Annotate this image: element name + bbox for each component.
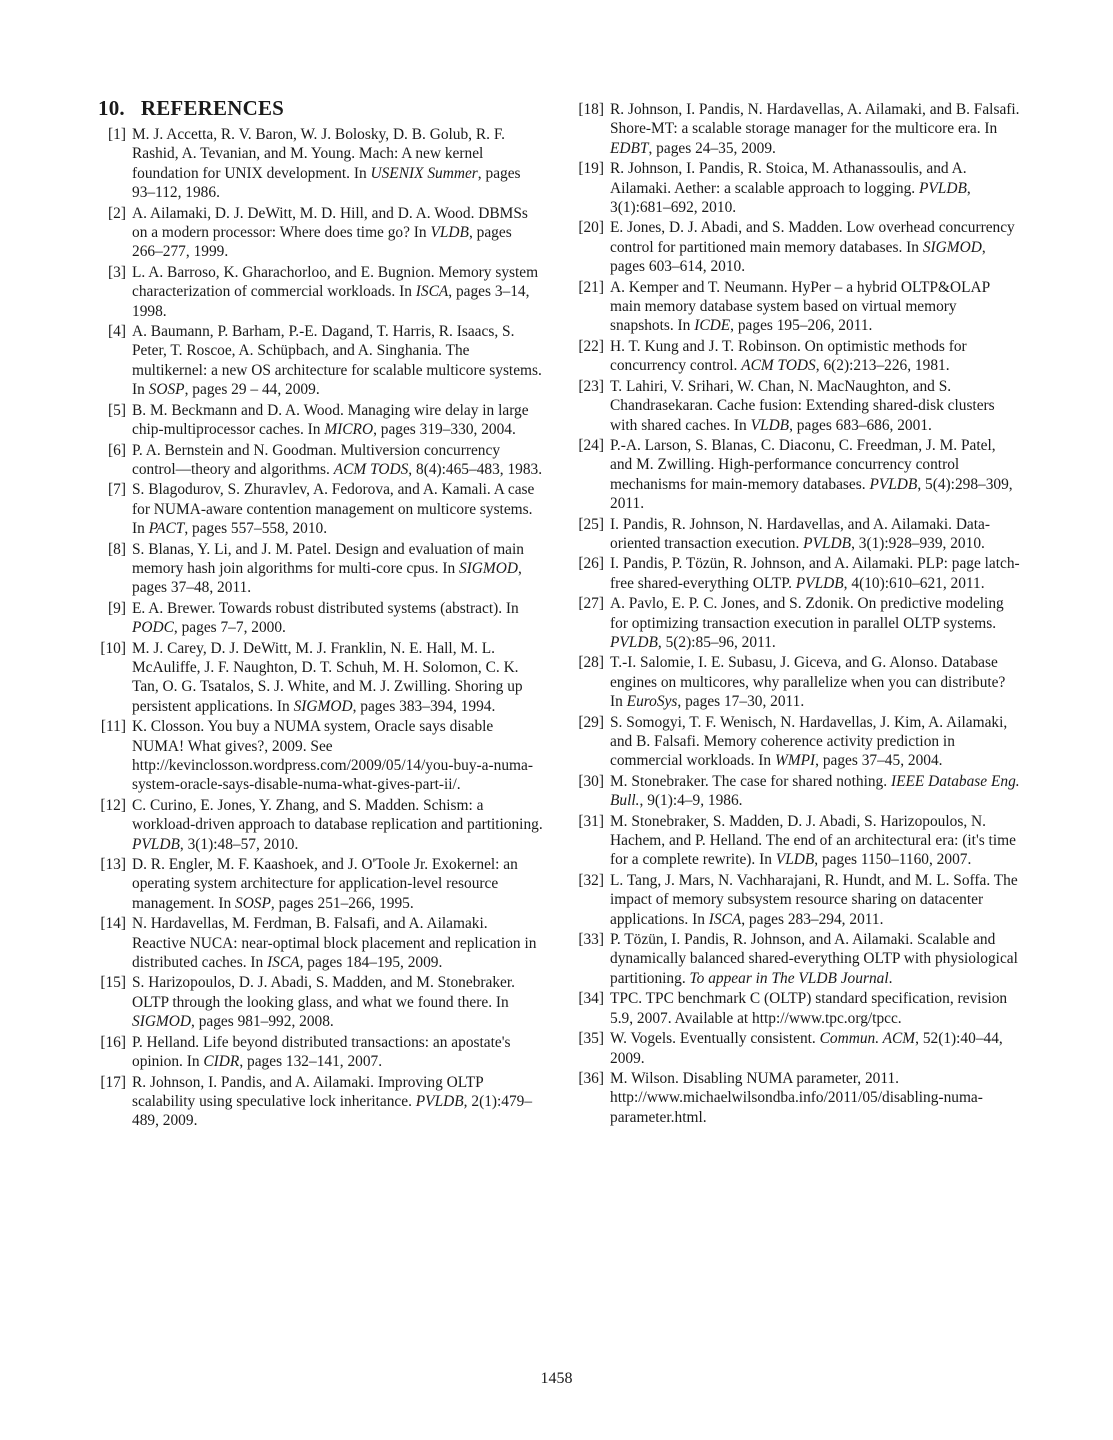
reference-venue: USENIX Summer	[370, 164, 478, 182]
reference-label: [17]	[100, 1073, 126, 1091]
reference-venue: SOSP	[235, 894, 271, 912]
reference-segment: M. J. Accetta, R. V. Baron, W. J. Bolosky, D. B. Golub, R. F. Rashid, A. Tevanian, and M. Young. Mach: A new kernel foundation for UNIX development. In	[132, 126, 506, 182]
reference-segment: , pages 132–141, 2007.	[239, 1053, 383, 1071]
reference-text	[610, 554, 1021, 593]
reference-segment: T.-I. Salomie, I. E. Subasu, J. Giceva, and G. Alonso. Database engines on multicores, why parallelize when you can distribute? In	[610, 654, 1006, 711]
reference-label: [10]	[100, 639, 126, 657]
reference-venue: To appear in The VLDB Journal	[689, 969, 889, 987]
reference-text	[610, 1069, 1021, 1127]
reference-label: [36]	[578, 1069, 604, 1087]
reference-segment: , pages 383–394, 1994.	[352, 697, 496, 715]
reference-item	[576, 159, 1021, 217]
reference-venue: WMPI	[774, 752, 816, 770]
reference-segment: W. Vogels. Eventually consistent.	[610, 1030, 820, 1048]
reference-segment: I. Pandis, R. Johnson, N. Hardavellas, and A. Ailamaki. Data-oriented transaction execution.	[610, 515, 991, 552]
reference-segment: TPC. TPC benchmark C (OLTP) standard specification, revision 5.9, 2007. Available at http://www.tpc.org/tpcc.	[610, 990, 1008, 1027]
reference-text	[132, 263, 543, 321]
reference-segment: , 2(1):479–489, 2009.	[132, 1092, 533, 1130]
reference-venue: SIGMOD	[293, 697, 353, 715]
reference-item	[98, 599, 543, 638]
reference-label: [12]	[100, 796, 126, 814]
reference-venue: ISCA	[267, 954, 300, 972]
reference-segment: S. Harizopoulos, D. J. Abadi, S. Madden, and M. Stonebraker. OLTP through the looking glass, and what we found there. In	[132, 974, 516, 1011]
reference-text	[132, 441, 543, 480]
reference-segment: , 5(4):298–309, 2011.	[610, 475, 1013, 513]
reference-label: [34]	[578, 990, 604, 1008]
reference-item	[576, 337, 1021, 376]
reference-label: [33]	[578, 931, 604, 949]
reference-text	[610, 772, 1021, 811]
reference-label: [29]	[578, 713, 604, 731]
reference-segment: , pages 93–112, 1986.	[132, 164, 521, 202]
reference-segment: , pages 3–14, 1998.	[132, 283, 530, 320]
reference-text	[610, 278, 1021, 336]
reference-venue: VLDB	[775, 851, 815, 869]
reference-item	[98, 639, 543, 717]
reference-venue: SIGMOD	[458, 559, 518, 577]
reference-label: [16]	[100, 1033, 126, 1051]
reference-segment: , pages 266–277, 1999.	[132, 224, 512, 261]
reference-label: [22]	[578, 337, 604, 355]
reference-list-right	[576, 100, 1021, 1127]
reference-label: [35]	[578, 1030, 604, 1048]
reference-venue: PVLDB	[803, 534, 852, 552]
reference-venue: EuroSys	[626, 693, 678, 711]
reference-segment: , pages 37–45, 2004.	[815, 752, 943, 770]
reference-item	[576, 436, 1021, 514]
reference-segment: , 8(4):465–483, 1983.	[408, 460, 543, 478]
reference-segment: M. Stonebraker. The case for shared nothing.	[610, 772, 891, 790]
reference-venue: CIDR	[203, 1053, 240, 1071]
page-number: 1458	[540, 1370, 573, 1387]
reference-segment: , pages 29 – 44, 2009.	[184, 381, 320, 399]
reference-segment: , pages 251–266, 1995.	[270, 894, 414, 912]
reference-venue: PVLDB	[132, 835, 180, 853]
reference-item	[576, 218, 1021, 276]
reference-label: [3]	[108, 263, 126, 281]
reference-item	[576, 594, 1021, 652]
reference-segment: L. Tang, J. Mars, N. Vachharajani, R. Hundt, and M. L. Soffa. The impact of memory subsystem resource sharing on datacenter applications. In	[610, 871, 1018, 928]
reference-item	[98, 322, 543, 400]
reference-segment: R. Johnson, I. Pandis, R. Stoica, M. Athanassoulis, and A. Ailamaki. Aether: a scalable approach to logging.	[610, 160, 967, 197]
reference-segment: B. M. Beckmann and D. A. Wood. Managing wire delay in large chip-multiprocessor caches. In	[132, 401, 529, 439]
reference-item	[98, 263, 543, 321]
reference-label: [14]	[100, 915, 126, 933]
reference-venue: ISCA	[708, 910, 742, 928]
reference-item	[576, 989, 1021, 1028]
section-number: 10.	[98, 96, 125, 120]
reference-venue: SIGMOD	[922, 238, 982, 256]
reference-segment: , pages 37–48, 2011.	[132, 559, 522, 597]
reference-item	[98, 401, 543, 440]
reference-label: [2]	[108, 204, 126, 222]
reference-segment: A. Baumann, P. Barham, P.-E. Dagand, T. Harris, R. Isaacs, S. Peter, T. Roscoe, A. Schüpbach, and A. Singhania. The multikernel: a new OS architecture for scalable multicore systems. In	[132, 323, 542, 399]
reference-segment: , pages 17–30, 2011.	[677, 693, 805, 711]
reference-segment: S. Somogyi, T. F. Wenisch, N. Hardavellas, J. Kim, A. Ailamaki, and B. Falsafi. Memory coherence activity prediction in commercial workloads. In	[610, 713, 1008, 770]
reference-text	[610, 337, 1021, 376]
reference-text	[610, 713, 1021, 771]
reference-segment: , 5(2):85–96, 2011.	[657, 633, 776, 651]
reference-item	[576, 100, 1021, 158]
reference-text	[132, 204, 543, 262]
reference-item	[98, 973, 543, 1031]
reference-label: [20]	[578, 219, 604, 237]
reference-venue: Commun. ACM	[819, 1030, 916, 1048]
reference-segment: A. Ailamaki, D. J. DeWitt, M. D. Hill, and D. A. Wood. DBMSs on a modern processor: Where does time go? In	[132, 204, 528, 242]
reference-item	[576, 653, 1021, 711]
reference-label: [24]	[578, 436, 604, 454]
reference-text	[610, 653, 1021, 711]
reference-item	[98, 204, 543, 262]
reference-segment: , pages 557–558, 2010.	[184, 520, 328, 538]
reference-label: [21]	[578, 278, 604, 296]
reference-segment: , pages 184–195, 2009.	[299, 954, 443, 972]
reference-label: [19]	[578, 160, 604, 178]
reference-segment: H. T. Kung and J. T. Robinson. On optimistic methods for concurrency control.	[610, 337, 967, 375]
reference-text	[610, 159, 1021, 217]
reference-label: [13]	[100, 856, 126, 874]
reference-segment: , 3(1):681–692, 2010.	[610, 179, 971, 217]
reference-text	[132, 322, 543, 400]
reference-venue: ICDE	[694, 317, 731, 335]
reference-venue: ISCA	[415, 283, 449, 301]
reference-segment: A. Kemper and T. Neumann. HyPer – a hybrid OLTP&OLAP main memory database system based on virtual memory snapshots. In	[610, 278, 990, 335]
reference-text	[610, 218, 1021, 276]
reference-venue: ACM TODS	[741, 357, 816, 375]
reference-venue: VLDB	[430, 224, 469, 242]
reference-segment: , 6(2):213–226, 1981.	[815, 357, 950, 375]
reference-label: [18]	[578, 101, 604, 118]
reference-text	[610, 377, 1021, 435]
reference-item	[576, 713, 1021, 771]
reference-segment: I. Pandis, P. Tözün, R. Johnson, and A. Ailamaki. PLP: page latch-free shared-everything OLTP.	[610, 555, 1020, 592]
reference-venue: MICRO	[324, 421, 374, 439]
reference-text	[610, 989, 1021, 1028]
reference-venue: PVLDB	[919, 179, 967, 197]
reference-label: [8]	[108, 540, 126, 558]
reference-venue: SOSP	[148, 381, 185, 399]
reference-item	[98, 914, 543, 972]
reference-label: [26]	[578, 555, 604, 573]
reference-segment: M. Stonebraker, S. Madden, D. J. Abadi, S. Harizopoulos, N. Hachem, and P. Helland. The end of an architectural era: (it's time for a complete rewrite). In	[610, 812, 1016, 869]
reference-text	[132, 540, 543, 598]
reference-segment: K. Closson. You buy a NUMA system, Oracle says disable NUMA! What gives?, 2009. See http://kevinclosson.wordpress.com/2009/05/14/you-buy-a-numa-system-oracle-says-disable-numa-what-gives-part-ii/.	[132, 718, 533, 794]
reference-label: [5]	[108, 401, 126, 419]
reference-segment: E. A. Brewer. Towards robust distributed systems (abstract). In	[132, 599, 519, 617]
reference-segment: , pages 24–35, 2009.	[648, 139, 776, 157]
reference-list-left	[98, 125, 543, 1131]
reference-label: [11]	[100, 718, 126, 736]
reference-item	[576, 930, 1021, 988]
reference-item	[576, 1029, 1021, 1068]
reference-segment: , pages 195–206, 2011.	[730, 317, 873, 335]
reference-text	[132, 717, 543, 795]
reference-segment: P.-A. Larson, S. Blanas, C. Diaconu, C. Freedman, J. M. Patel, and M. Zwilling. High-performance concurrency control mechanisms for main-memory databases.	[610, 436, 996, 493]
reference-item	[576, 515, 1021, 554]
reference-text	[132, 401, 543, 440]
reference-text	[132, 639, 543, 717]
section-title	[98, 95, 543, 121]
reference-text	[610, 930, 1021, 988]
reference-text	[132, 125, 543, 203]
reference-venue: PVLDB	[610, 633, 658, 651]
reference-item	[98, 480, 543, 538]
reference-segment: , pages 981–992, 2008.	[191, 1013, 334, 1031]
reference-item	[98, 1073, 543, 1131]
reference-segment: , pages 283–294, 2011.	[741, 910, 884, 928]
reference-item	[98, 855, 543, 913]
reference-item	[576, 871, 1021, 929]
reference-label: [25]	[578, 515, 604, 533]
reference-segment: S. Blanas, Y. Li, and J. M. Patel. Design and evaluation of main memory hash join algorithms for multi-core cpus. In	[132, 540, 524, 577]
reference-label: [28]	[578, 654, 604, 672]
reference-label: [4]	[108, 323, 126, 341]
reference-text	[132, 480, 543, 538]
reference-label: [6]	[108, 441, 126, 459]
reference-text	[610, 1029, 1021, 1068]
reference-segment: , pages 1150–1160, 2007.	[814, 851, 972, 869]
section-heading: REFERENCES	[140, 96, 285, 120]
reference-item	[576, 377, 1021, 435]
reference-item	[98, 441, 543, 480]
reference-venue: IEEE Database Eng. Bull.	[610, 772, 1020, 810]
reference-segment: , 3(1):928–939, 2010.	[851, 534, 985, 552]
reference-label: [15]	[100, 974, 126, 992]
reference-segment: D. R. Engler, M. F. Kaashoek, and J. O'Toole Jr. Exokernel: an operating system architecture for application-level resource management. In	[132, 856, 518, 912]
reference-segment: M. Wilson. Disabling NUMA parameter, 2011. http://www.michaelwilsondba.info/2011/05/disabling-numa-parameter.html.	[610, 1069, 983, 1126]
reference-venue: EDBT	[610, 139, 649, 157]
reference-label: [27]	[578, 595, 604, 613]
reference-text	[610, 436, 1021, 514]
reference-item	[576, 278, 1021, 336]
reference-segment: , pages 319–330, 2004.	[373, 421, 516, 439]
reference-segment: , 4(10):610–621, 2011.	[843, 574, 985, 592]
reference-venue: PVLDB	[795, 574, 844, 592]
reference-text	[132, 855, 543, 913]
reference-segment: A. Pavlo, E. P. C. Jones, and S. Zdonik. On predictive modeling for optimizing transaction execution in parallel OLTP systems.	[610, 595, 1004, 632]
reference-venue: SIGMOD	[132, 1013, 191, 1031]
reference-venue: PVLDB	[869, 475, 918, 493]
reference-segment: L. A. Barroso, K. Gharachorloo, and E. Bugnion. Memory system characterization of commercial workloads. In	[132, 263, 539, 301]
reference-segment: P. A. Bernstein and N. Goodman. Multiversion concurrency control—theory and algorithms.	[132, 441, 501, 478]
reference-segment: , pages 7–7, 2000.	[173, 619, 286, 637]
reference-text	[610, 812, 1021, 870]
reference-text	[610, 594, 1021, 652]
reference-segment: T. Lahiri, V. Srihari, W. Chan, N. MacNaughton, and S. Chandrasekaran. Cache fusion: Extending shared-disk clusters with shared caches. In	[610, 377, 995, 434]
reference-item	[98, 717, 543, 795]
reference-item	[576, 554, 1021, 593]
reference-segment: S. Blagodurov, S. Zhuravlev, A. Fedorova, and A. Kamali. A case for NUMA-aware contention management on multicore systems. In	[132, 481, 535, 538]
reference-segment: .	[888, 969, 893, 987]
reference-segment: C. Curino, E. Jones, Y. Zhang, and S. Madden. Schism: a workload-driven approach to database replication and partitioning.	[132, 796, 543, 834]
reference-text	[132, 914, 543, 972]
reference-venue: PACT	[148, 520, 185, 538]
reference-label: [1]	[108, 126, 126, 143]
reference-segment: , 9(1):4–9, 1986.	[639, 792, 743, 810]
reference-segment: R. Johnson, I. Pandis, N. Hardavellas, A. Ailamaki, and B. Falsafi. Shore-MT: a scalable storage manager for the multicore era. In	[610, 101, 1020, 138]
reference-item	[576, 772, 1021, 811]
reference-label: [30]	[578, 772, 604, 790]
reference-segment: P. Tözün, I. Pandis, R. Johnson, and A. Ailamaki. Scalable and dynamically balanced shared-everything OLTP with physiological partitioning.	[610, 931, 1018, 987]
reference-segment: N. Hardavellas, M. Ferdman, B. Falsafi, and A. Ailamaki. Reactive NUCA: near-optimal block placement and replication in distributed caches. In	[132, 915, 537, 972]
reference-segment: , 3(1):48–57, 2010.	[179, 835, 299, 853]
reference-segment: P. Helland. Life beyond distributed transactions: an apostate's opinion. In	[132, 1033, 511, 1071]
reference-item	[98, 125, 543, 203]
reference-text	[132, 1073, 543, 1131]
reference-item	[98, 796, 543, 854]
reference-item	[576, 812, 1021, 870]
right-column	[576, 95, 1021, 1128]
reference-text	[610, 515, 1021, 554]
reference-item	[576, 1069, 1021, 1127]
reference-label: [23]	[578, 377, 604, 395]
reference-text	[132, 796, 543, 854]
reference-segment: , 52(1):40–44, 2009.	[610, 1030, 1003, 1067]
reference-item	[98, 1033, 543, 1072]
reference-label: [31]	[578, 812, 604, 830]
reference-text	[610, 100, 1021, 158]
reference-segment: E. Jones, D. J. Abadi, and S. Madden. Low overhead concurrency control for partitioned main memory databases. In	[610, 219, 1015, 256]
reference-venue: VLDB	[750, 416, 790, 434]
reference-label: [7]	[108, 481, 126, 499]
reference-item	[98, 540, 543, 598]
reference-text	[610, 871, 1021, 929]
reference-text	[132, 599, 543, 638]
reference-segment: , pages 603–614, 2010.	[610, 238, 986, 276]
reference-text	[132, 973, 543, 1031]
reference-text	[132, 1033, 543, 1072]
reference-venue: ACM TODS	[333, 460, 409, 478]
reference-venue: PODC	[132, 619, 174, 637]
left-column	[98, 95, 543, 1132]
reference-segment: M. J. Carey, D. J. DeWitt, M. J. Franklin, N. E. Hall, M. L. McAuliffe, J. F. Naughton, D. T. Schuh, M. H. Solomon, C. K. Tan, O. G. Tsatalos, S. J. White, and M. J. Zwilling. Shoring up persistent applications. In	[132, 639, 523, 715]
reference-venue: PVLDB	[415, 1092, 464, 1110]
reference-segment: , pages 683–686, 2001.	[789, 416, 932, 434]
reference-label: [32]	[578, 871, 604, 889]
reference-segment: R. Johnson, I. Pandis, and A. Ailamaki. Improving OLTP scalability using speculative lock inheritance.	[132, 1073, 484, 1110]
reference-label: [9]	[108, 599, 126, 617]
